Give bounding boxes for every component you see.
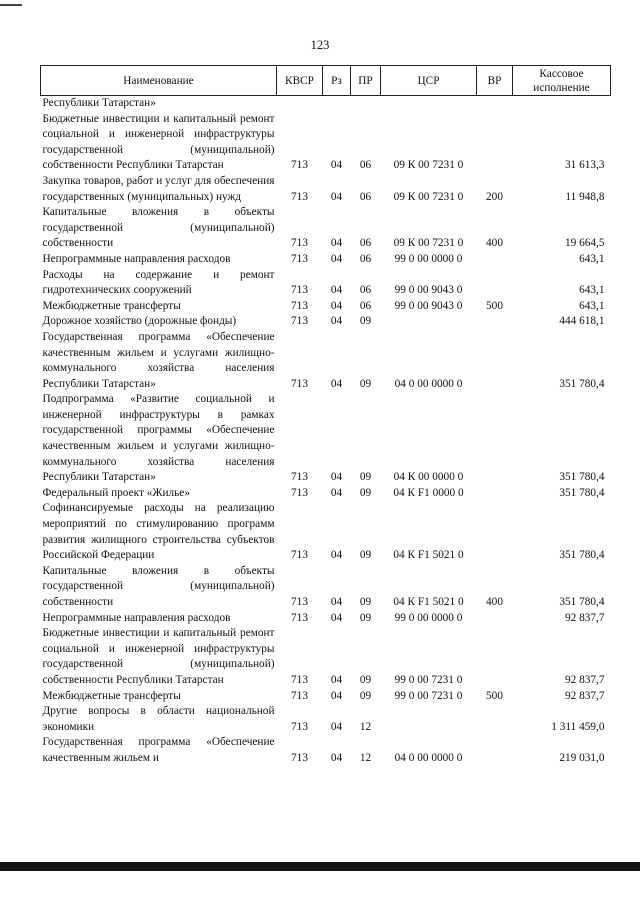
cell-rz: 04 bbox=[330, 486, 343, 499]
cell-rz: 04 bbox=[330, 159, 343, 172]
cell-name: Государственная программа «Обеспечение качественным жильем и услугами жилищно-коммунального хозяйства населения Республики Татарстан» bbox=[42, 330, 275, 390]
cell-name: Дорожное хозяйство (дорожные фонды) bbox=[42, 315, 237, 328]
cell-pr: 09 bbox=[359, 689, 372, 702]
cell-pr: 09 bbox=[359, 611, 372, 624]
cell-amount: 643,1 bbox=[579, 252, 605, 265]
cell-amount: 92 837,7 bbox=[564, 673, 605, 686]
cell-vr bbox=[477, 626, 513, 688]
cell-kvsr: 713 bbox=[291, 284, 308, 297]
table-row bbox=[41, 611, 611, 627]
col-header-rz: Рз bbox=[323, 66, 351, 96]
cell-pr: 09 bbox=[359, 596, 372, 608]
table-row bbox=[41, 735, 611, 766]
cell-pr: 06 bbox=[359, 159, 372, 172]
cell-rz: 04 bbox=[330, 720, 343, 733]
cell-rz: 04 bbox=[330, 611, 343, 624]
cell-csr: 99 0 00 0000 0 bbox=[394, 611, 463, 624]
col-header-kvsr: КВСР bbox=[277, 66, 323, 96]
col-header-name: Наименование bbox=[41, 66, 277, 96]
cell-vr bbox=[477, 486, 513, 502]
cell-name: Республики Татарстан» bbox=[42, 97, 156, 109]
table-row bbox=[41, 486, 611, 502]
cell-rz: 04 bbox=[330, 299, 343, 312]
cell-amount: 1 311 459,0 bbox=[551, 720, 605, 733]
cell-rz: 04 bbox=[330, 190, 343, 203]
table-row bbox=[41, 564, 611, 611]
cell-csr: 99 0 00 9043 0 bbox=[394, 299, 463, 312]
cell-kvsr: 713 bbox=[291, 751, 308, 764]
scan-corner-mark bbox=[0, 4, 22, 6]
cell-kvsr: 713 bbox=[291, 377, 308, 390]
cell-vr bbox=[477, 735, 513, 766]
cell-kvsr: 713 bbox=[291, 549, 308, 562]
cell-name: Капитальные вложения в объекты государственной (муниципальной) собственности bbox=[42, 564, 275, 608]
cell-vr bbox=[477, 392, 513, 486]
cell-amount: 31 613,3 bbox=[564, 159, 605, 172]
cell-vr bbox=[477, 252, 513, 268]
cell-csr: 04 К F1 0000 0 bbox=[393, 486, 464, 499]
cell-vr bbox=[477, 314, 513, 330]
cell-name: Капитальные вложения в объекты государственной (муниципальной) собственности bbox=[42, 206, 275, 250]
cell-name: Государственная программа «Обеспечение качественным жильем и bbox=[42, 736, 275, 764]
cell-kvsr: 713 bbox=[291, 486, 308, 499]
table-row bbox=[41, 96, 611, 112]
cell-rz: 04 bbox=[330, 284, 343, 297]
cell-rz: 04 bbox=[330, 689, 343, 702]
cell-csr: 09 К 00 7231 0 bbox=[393, 159, 464, 172]
cell-pr: 09 bbox=[359, 486, 372, 499]
table-row bbox=[41, 112, 611, 174]
cell-amount: 351 780,4 bbox=[559, 486, 605, 499]
cell-amount: 11 948,8 bbox=[565, 190, 605, 203]
cell-vr bbox=[477, 501, 513, 563]
cell-name: Другие вопросы в области национальной экономики bbox=[42, 705, 275, 733]
cell-csr: 04 0 00 0000 0 bbox=[394, 377, 463, 390]
cell-rz bbox=[323, 96, 351, 112]
cell-vr: 200 bbox=[486, 190, 503, 203]
cell-kvsr: 713 bbox=[291, 190, 308, 203]
cell-amount: 351 780,4 bbox=[559, 549, 605, 562]
cell-vr: 400 bbox=[486, 237, 503, 250]
table-row bbox=[41, 626, 611, 688]
cell-kvsr: 713 bbox=[291, 299, 308, 312]
cell-rz: 04 bbox=[330, 252, 343, 265]
cell-vr bbox=[477, 611, 513, 627]
cell-amount: 351 780,4 bbox=[559, 596, 605, 608]
col-header-amount-line2: исполнение bbox=[533, 81, 590, 94]
cell-name: Софинансируемые расходы на реализацию мероприятий по стимулированию программ развития жилищного строительства субъектов Российской Федерации bbox=[42, 502, 275, 562]
cell-pr: 06 bbox=[359, 299, 372, 312]
cell-rz: 04 bbox=[330, 751, 343, 764]
cell-name: Межбюджетные трансферты bbox=[42, 299, 181, 312]
budget-table bbox=[40, 65, 611, 767]
cell-vr bbox=[477, 330, 513, 392]
cell-csr: 09 К 00 7231 0 bbox=[393, 190, 464, 203]
cell-csr: 04 К F1 5021 0 bbox=[393, 549, 464, 562]
cell-csr: 99 0 00 7231 0 bbox=[394, 673, 463, 686]
table-row bbox=[41, 704, 611, 735]
cell-rz: 04 bbox=[330, 315, 343, 328]
cell-pr: 06 bbox=[359, 284, 372, 297]
cell-csr bbox=[381, 96, 477, 112]
cell-pr: 09 bbox=[359, 549, 372, 562]
cell-kvsr: 713 bbox=[291, 689, 308, 702]
cell-name: Федеральный проект «Жилье» bbox=[42, 486, 190, 499]
page-number: 123 bbox=[310, 38, 330, 52]
cell-amount: 19 664,5 bbox=[564, 237, 605, 250]
cell-kvsr: 713 bbox=[291, 673, 308, 686]
cell-rz: 04 bbox=[330, 596, 343, 608]
cell-kvsr: 713 bbox=[291, 252, 308, 265]
cell-vr bbox=[477, 112, 513, 174]
cell-name: Непрограммные направления расходов bbox=[42, 611, 231, 624]
cell-kvsr bbox=[277, 96, 323, 112]
table-row bbox=[41, 268, 611, 299]
table-row bbox=[41, 205, 611, 252]
cell-amount: 444 618,1 bbox=[559, 315, 605, 328]
cell-rz: 04 bbox=[330, 237, 343, 250]
cell-amount: 92 837,7 bbox=[564, 689, 605, 702]
cell-amount: 219 031,0 bbox=[559, 751, 605, 764]
cell-amount: 643,1 bbox=[579, 284, 605, 297]
cell-vr: 500 bbox=[486, 689, 503, 702]
cell-kvsr: 713 bbox=[291, 596, 308, 608]
cell-amount: 351 780,4 bbox=[559, 471, 605, 484]
cell-amount: 92 837,7 bbox=[564, 611, 605, 624]
table-row bbox=[41, 689, 611, 705]
table-row bbox=[41, 330, 611, 392]
cell-amount: 643,1 bbox=[579, 299, 605, 312]
cell-pr: 09 bbox=[359, 673, 372, 686]
cell-kvsr: 713 bbox=[291, 315, 308, 328]
table-row bbox=[41, 501, 611, 563]
table-row bbox=[41, 252, 611, 268]
cell-csr: 04 К 00 0000 0 bbox=[393, 471, 464, 484]
cell-rz: 04 bbox=[330, 549, 343, 562]
cell-csr: 04 0 00 0000 0 bbox=[394, 751, 463, 764]
table-row bbox=[41, 392, 611, 486]
scan-bottom-bar bbox=[0, 862, 640, 871]
cell-name: Непрограммные направления расходов bbox=[42, 252, 231, 265]
cell-kvsr: 713 bbox=[291, 720, 308, 733]
cell-rz: 04 bbox=[330, 673, 343, 686]
cell-name: Закупка товаров, работ и услуг для обеспечения государственных (муниципальных) нужд bbox=[42, 174, 275, 203]
cell-pr: 12 bbox=[359, 751, 372, 764]
cell-rz: 04 bbox=[330, 471, 343, 484]
cell-vr bbox=[477, 704, 513, 735]
cell-kvsr: 713 bbox=[291, 237, 308, 250]
table-row bbox=[41, 174, 611, 205]
cell-csr bbox=[381, 704, 477, 735]
cell-csr bbox=[381, 314, 477, 330]
cell-name: Межбюджетные трансферты bbox=[42, 689, 181, 702]
col-header-vr: ВР bbox=[477, 66, 513, 96]
cell-amount bbox=[513, 96, 611, 112]
cell-vr: 400 bbox=[486, 596, 503, 608]
cell-name: Расходы на содержание и ремонт гидротехнических сооружений bbox=[42, 268, 275, 297]
cell-name: Подпрограмма «Развитие социальной и инженерной инфраструктуры в рамках государственной программы «Обеспечение качественным жильем и услугами жилищно-коммунального хозяйства населения Республики Татарстан» bbox=[42, 393, 275, 484]
table-row bbox=[41, 299, 611, 315]
col-header-csr: ЦСР bbox=[381, 66, 477, 96]
col-header-pr: ПР bbox=[351, 66, 381, 96]
cell-pr: 06 bbox=[359, 252, 372, 265]
table-header-row bbox=[41, 66, 611, 96]
cell-pr bbox=[351, 96, 381, 112]
cell-name: Бюджетные инвестиции и капитальный ремонт социальной и инженерной инфраструктуры государственной (муниципальной) собственности Республики Татарстан bbox=[42, 112, 275, 172]
cell-pr: 09 bbox=[359, 471, 372, 484]
cell-csr: 99 0 00 0000 0 bbox=[394, 252, 463, 265]
cell-amount: 351 780,4 bbox=[559, 377, 605, 390]
cell-pr: 12 bbox=[359, 720, 372, 733]
cell-vr: 500 bbox=[486, 299, 503, 312]
table-row bbox=[41, 314, 611, 330]
cell-kvsr: 713 bbox=[291, 471, 308, 484]
cell-name: Бюджетные инвестиции и капитальный ремонт социальной и инженерной инфраструктуры государственной (муниципальной) собственности Республики Татарстан bbox=[42, 627, 275, 686]
cell-vr bbox=[477, 268, 513, 299]
cell-pr: 09 bbox=[359, 315, 372, 328]
cell-kvsr: 713 bbox=[291, 159, 308, 172]
cell-vr bbox=[477, 96, 513, 112]
cell-rz: 04 bbox=[330, 377, 343, 390]
cell-pr: 09 bbox=[359, 377, 372, 390]
col-header-amount bbox=[513, 66, 611, 96]
cell-csr: 09 К 00 7231 0 bbox=[393, 237, 464, 250]
cell-csr: 99 0 00 7231 0 bbox=[394, 689, 463, 702]
cell-pr: 06 bbox=[359, 190, 372, 203]
cell-pr: 06 bbox=[359, 237, 372, 250]
cell-csr: 99 0 00 9043 0 bbox=[394, 284, 463, 297]
cell-kvsr: 713 bbox=[291, 611, 308, 624]
cell-csr: 04 К F1 5021 0 bbox=[393, 596, 464, 608]
col-header-amount-line1: Кассовое bbox=[539, 67, 584, 80]
